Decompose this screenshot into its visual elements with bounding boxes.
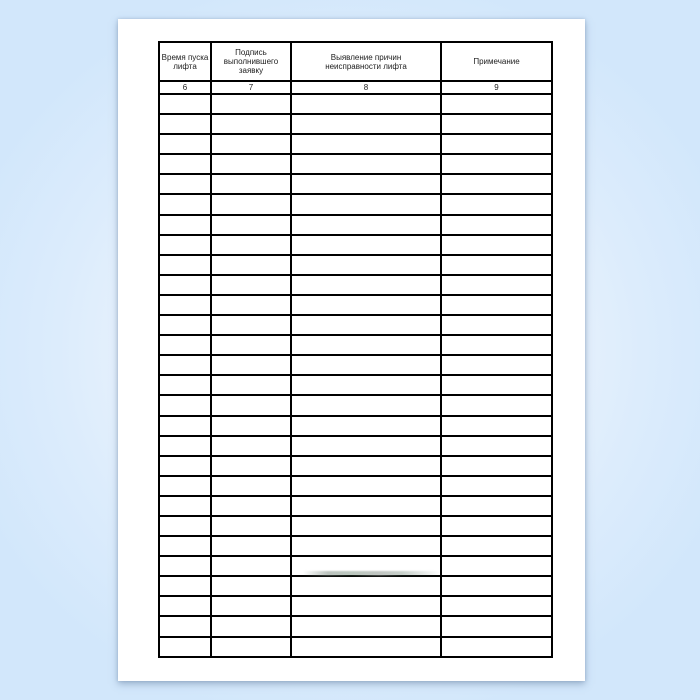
empty-cell — [441, 355, 552, 375]
empty-rows-body — [159, 94, 552, 657]
empty-cell — [211, 255, 291, 275]
column-number: 7 — [211, 81, 291, 94]
empty-cell — [211, 375, 291, 395]
empty-row — [159, 516, 552, 536]
header-line: заявку — [238, 66, 264, 75]
empty-cell — [211, 174, 291, 194]
empty-cell — [291, 154, 441, 174]
empty-cell — [159, 516, 211, 536]
empty-cell — [159, 556, 211, 576]
empty-cell — [159, 215, 211, 235]
header-line: Время пуска — [161, 52, 209, 62]
empty-cell — [159, 275, 211, 295]
empty-cell — [291, 315, 441, 335]
empty-cell — [211, 395, 291, 415]
empty-cell — [441, 154, 552, 174]
empty-cell — [441, 215, 552, 235]
empty-cell — [211, 315, 291, 335]
empty-cell — [211, 416, 291, 436]
empty-cell — [159, 375, 211, 395]
empty-cell — [291, 94, 441, 114]
empty-cell — [211, 235, 291, 255]
empty-cell — [291, 637, 441, 657]
empty-cell — [291, 456, 441, 476]
empty-cell — [211, 596, 291, 616]
empty-cell — [159, 576, 211, 596]
empty-cell — [211, 496, 291, 516]
empty-cell — [159, 596, 211, 616]
empty-cell — [441, 496, 552, 516]
empty-cell — [291, 596, 441, 616]
empty-cell — [291, 355, 441, 375]
empty-cell — [211, 134, 291, 154]
empty-cell — [159, 496, 211, 516]
empty-cell — [159, 395, 211, 415]
empty-cell — [211, 556, 291, 576]
empty-cell — [159, 134, 211, 154]
empty-cell — [159, 355, 211, 375]
empty-cell — [211, 616, 291, 636]
empty-cell — [441, 616, 552, 636]
empty-cell — [291, 255, 441, 275]
empty-cell — [159, 114, 211, 134]
empty-cell — [441, 134, 552, 154]
header-line: лифта — [173, 61, 197, 71]
empty-row — [159, 637, 552, 657]
empty-cell — [291, 235, 441, 255]
journal-table — [158, 41, 553, 658]
empty-row — [159, 436, 552, 456]
empty-cell — [291, 134, 441, 154]
empty-cell — [441, 416, 552, 436]
empty-row — [159, 375, 552, 395]
empty-cell — [441, 436, 552, 456]
empty-cell — [211, 114, 291, 134]
empty-cell — [291, 516, 441, 536]
empty-row — [159, 114, 552, 134]
empty-cell — [291, 536, 441, 556]
header-line: выполнившего — [223, 57, 279, 66]
empty-cell — [159, 476, 211, 496]
column-header-fault-causes — [291, 42, 441, 81]
empty-cell — [291, 194, 441, 214]
empty-cell — [291, 174, 441, 194]
empty-cell — [441, 114, 552, 134]
empty-cell — [291, 335, 441, 355]
empty-cell — [159, 536, 211, 556]
header-line: Выявление причин — [330, 52, 402, 62]
empty-cell — [159, 616, 211, 636]
empty-cell — [291, 416, 441, 436]
empty-row — [159, 154, 552, 174]
empty-cell — [441, 516, 552, 536]
empty-cell — [211, 335, 291, 355]
empty-row — [159, 215, 552, 235]
empty-cell — [159, 315, 211, 335]
column-header-note — [441, 42, 552, 81]
empty-row — [159, 596, 552, 616]
empty-row — [159, 556, 552, 576]
empty-cell — [291, 375, 441, 395]
empty-row — [159, 416, 552, 436]
empty-cell — [441, 315, 552, 335]
empty-cell — [159, 94, 211, 114]
empty-cell — [159, 255, 211, 275]
column-header-signature — [211, 42, 291, 81]
empty-row — [159, 255, 552, 275]
empty-cell — [159, 637, 211, 657]
empty-cell — [441, 556, 552, 576]
empty-cell — [211, 516, 291, 536]
empty-cell — [291, 436, 441, 456]
empty-cell — [441, 637, 552, 657]
empty-row — [159, 275, 552, 295]
empty-cell — [441, 94, 552, 114]
empty-cell — [291, 275, 441, 295]
column-number: 8 — [291, 81, 441, 94]
empty-cell — [211, 576, 291, 596]
empty-row — [159, 335, 552, 355]
empty-row — [159, 295, 552, 315]
empty-cell — [159, 235, 211, 255]
empty-cell — [291, 576, 441, 596]
empty-row — [159, 395, 552, 415]
empty-cell — [159, 174, 211, 194]
empty-cell — [211, 436, 291, 456]
empty-cell — [291, 556, 441, 576]
empty-cell — [211, 215, 291, 235]
empty-row — [159, 476, 552, 496]
empty-cell — [211, 536, 291, 556]
empty-row — [159, 194, 552, 214]
empty-cell — [441, 275, 552, 295]
empty-cell — [159, 416, 211, 436]
empty-cell — [211, 456, 291, 476]
header-line: Подпись — [235, 48, 267, 57]
header-line: неисправности лифта — [325, 61, 407, 71]
empty-cell — [291, 215, 441, 235]
empty-cell — [441, 174, 552, 194]
empty-cell — [211, 355, 291, 375]
empty-cell — [211, 476, 291, 496]
empty-cell — [441, 476, 552, 496]
empty-cell — [291, 395, 441, 415]
empty-cell — [441, 255, 552, 275]
empty-row — [159, 235, 552, 255]
column-number: 9 — [441, 81, 552, 94]
empty-cell — [441, 596, 552, 616]
empty-cell — [291, 616, 441, 636]
empty-cell — [159, 335, 211, 355]
column-header-elevator-start-time — [159, 42, 211, 81]
empty-cell — [441, 395, 552, 415]
document-page — [118, 19, 585, 681]
empty-row — [159, 174, 552, 194]
empty-row — [159, 134, 552, 154]
header-line: Примечание — [473, 57, 520, 66]
empty-row — [159, 496, 552, 516]
empty-cell — [441, 194, 552, 214]
empty-cell — [159, 456, 211, 476]
empty-cell — [211, 275, 291, 295]
empty-row — [159, 576, 552, 596]
empty-cell — [441, 536, 552, 556]
empty-cell — [441, 576, 552, 596]
empty-row — [159, 456, 552, 476]
empty-cell — [159, 436, 211, 456]
empty-cell — [441, 295, 552, 315]
empty-cell — [211, 637, 291, 657]
empty-cell — [441, 235, 552, 255]
empty-cell — [211, 194, 291, 214]
empty-row — [159, 536, 552, 556]
empty-row — [159, 315, 552, 335]
empty-cell — [159, 154, 211, 174]
empty-cell — [441, 335, 552, 355]
empty-row — [159, 616, 552, 636]
empty-cell — [441, 456, 552, 476]
empty-row — [159, 355, 552, 375]
empty-cell — [159, 194, 211, 214]
empty-cell — [291, 476, 441, 496]
empty-cell — [291, 496, 441, 516]
empty-cell — [159, 295, 211, 315]
column-number: 6 — [159, 81, 211, 94]
empty-cell — [291, 295, 441, 315]
empty-cell — [441, 375, 552, 395]
empty-cell — [211, 295, 291, 315]
empty-row — [159, 94, 552, 114]
empty-cell — [291, 114, 441, 134]
column-number-row — [159, 81, 552, 94]
empty-cell — [211, 154, 291, 174]
table-header-row — [159, 42, 552, 81]
empty-cell — [211, 94, 291, 114]
